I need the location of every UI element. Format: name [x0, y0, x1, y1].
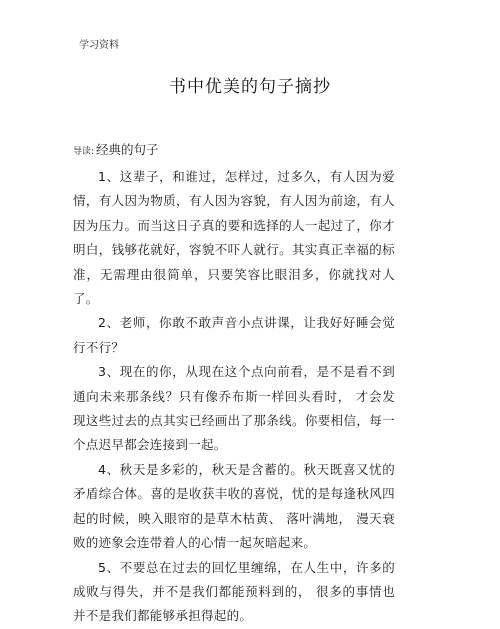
section-title: 经典的句子: [96, 142, 159, 157]
document-body: [73, 165, 395, 629]
document-title: 书中优美的句子摘抄: [169, 77, 331, 97]
section-heading: [73, 142, 159, 160]
paragraph: 1、这辈子，和谁过，怎样过，过多久，有人因为爱情，有人因为物质，有人因为容貌，有人因为前途，有人因为压力。而当这日子真的要和选择的人一起过了，你才明白，钱够花就好，容貌不吓人就行。其实真正幸福的标准，无需理由很简单，只要笑容比眼泪多，你就找对人了。: [73, 169, 395, 307]
section-prefix: 导读:: [73, 147, 95, 157]
paragraph: 3、现在的你，从现在这个点向前看，是不是看不到通向未来那条线？只有像乔布斯一样回头看时， 才会发现这些过去的点其实已经画出了那条线。你要相信，每一个点迟早都会连接到一起。: [73, 364, 395, 453]
paragraph: 5、不要总在过去的回忆里缠绵，在人生中，许多的成败与得失，并不是我们都能预料到的， 很多的事情也并不是我们都能够承担得起的。: [73, 559, 395, 624]
paragraph: 2、老师，你敢不敢声音小点讲课，让我好好睡会觉行不行？: [73, 315, 395, 355]
header-label: 学习资料: [79, 40, 119, 51]
paragraph: 4、秋天是多彩的，秋天是含蓄的。秋天既喜又忧的矛盾综合体。喜的是收获丰收的喜悦，忧的是每逢秋风四起的时候，映入眼帘的是草木枯黄、 落叶满地， 漫天衰败的迹象会连带着人的心情一起灰暗起来。: [73, 461, 395, 551]
